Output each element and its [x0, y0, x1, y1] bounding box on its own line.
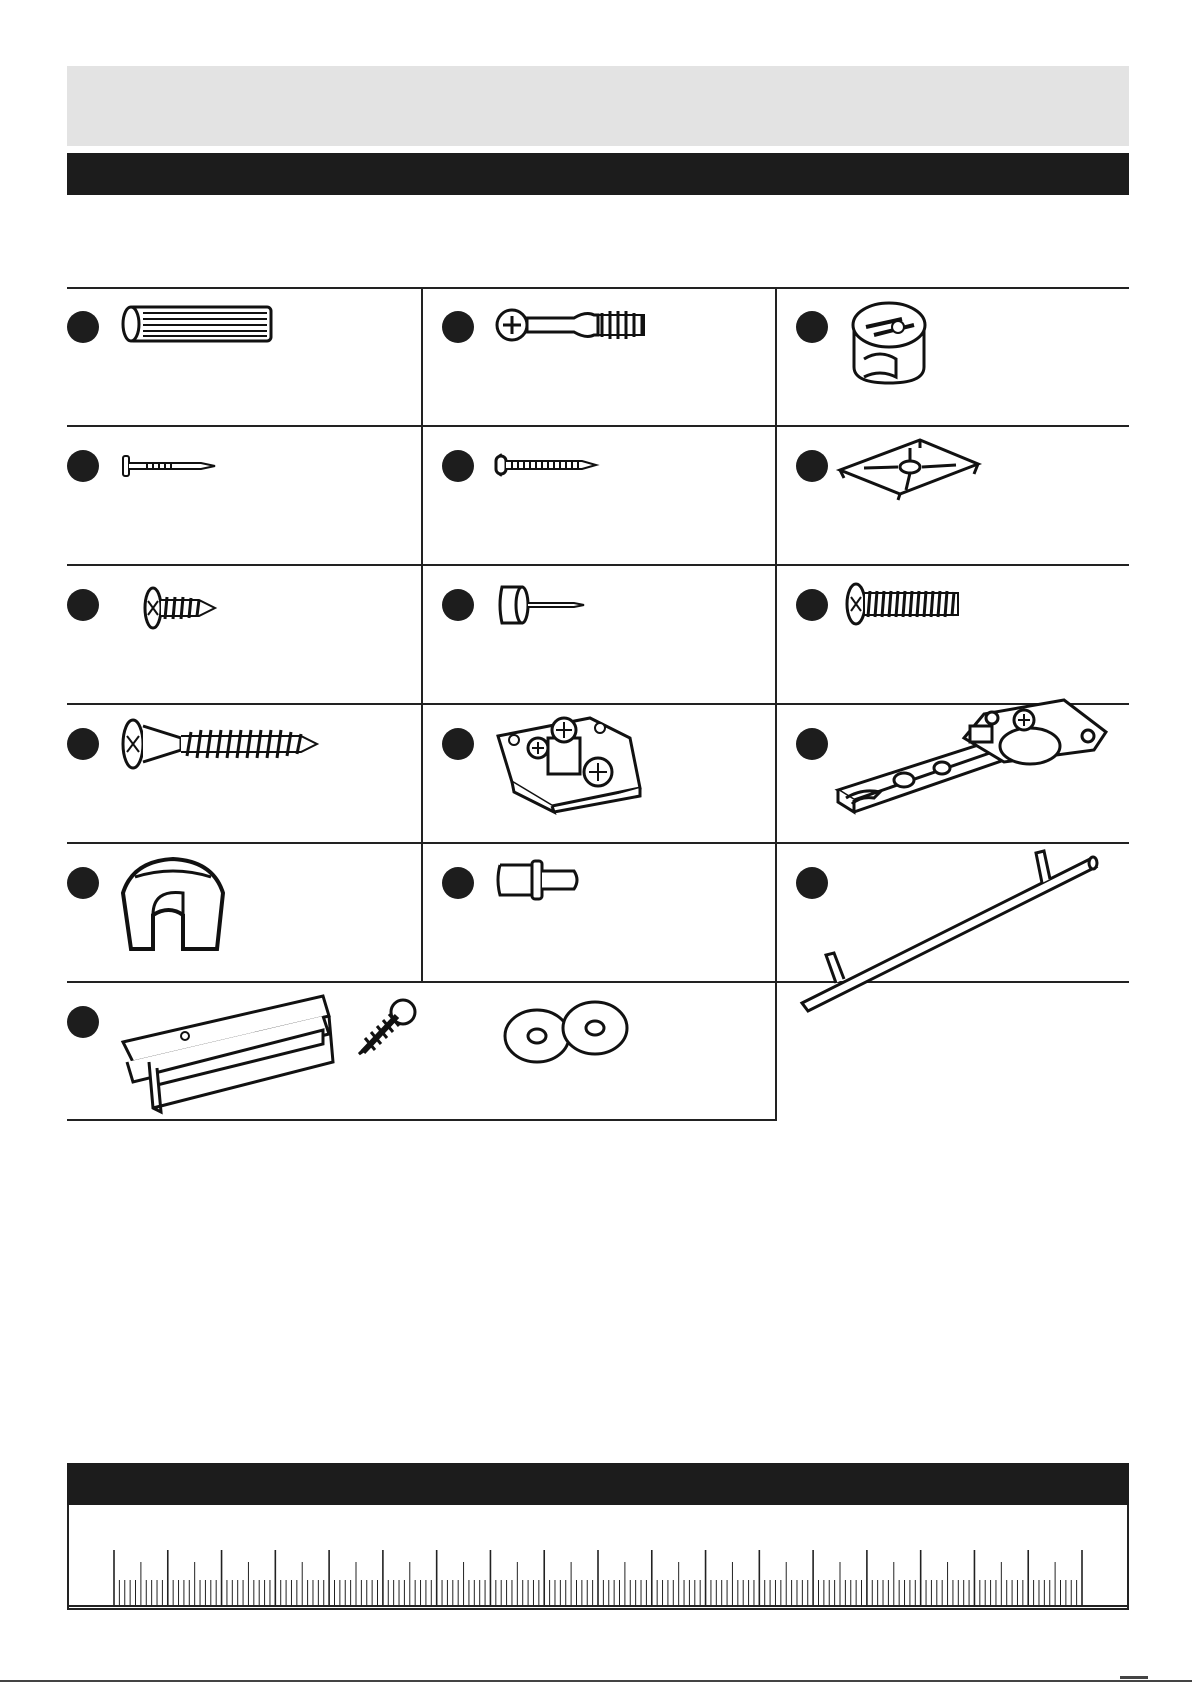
hinge-mounting-plate-icon	[490, 708, 660, 812]
hardware-item-nail	[67, 426, 421, 564]
felt-pad-icon	[494, 581, 594, 629]
item-badge	[67, 1006, 99, 1038]
hardware-item-cam-bolt	[442, 287, 775, 425]
item-badge	[796, 589, 828, 621]
hardware-item-short-screw	[67, 565, 421, 703]
grid-rule	[421, 287, 423, 981]
hinge-icon	[834, 692, 1124, 828]
item-badge	[67, 867, 99, 899]
header-banner	[67, 66, 1129, 146]
item-badge	[796, 311, 828, 343]
hardware-item-cam-lock	[796, 287, 1129, 425]
item-badge	[442, 450, 474, 482]
bar-handle-icon	[796, 843, 1129, 1011]
hardware-grid	[67, 287, 1129, 1123]
measuring-ruler-icon	[69, 1505, 1127, 1608]
item-badge	[442, 867, 474, 899]
hardware-item-shelf-pin	[442, 843, 775, 981]
shelf-pin-icon	[494, 857, 584, 901]
item-badge	[442, 589, 474, 621]
hardware-item-dowel	[67, 287, 421, 425]
item-badge	[67, 589, 99, 621]
section-title-bar	[67, 153, 1129, 195]
hardware-item-machine-bolt	[796, 565, 1129, 703]
item-badge	[442, 311, 474, 343]
hardware-item-handle	[796, 843, 1129, 981]
hardware-item-rail-holder	[67, 843, 421, 981]
nail-icon	[121, 454, 221, 478]
item-badge	[796, 450, 828, 482]
clothes-rail-holder-icon	[113, 853, 233, 963]
item-badge	[67, 450, 99, 482]
item-badge	[67, 311, 99, 343]
long-screw-icon	[492, 450, 602, 480]
hardware-item-felt-pad	[442, 565, 775, 703]
wooden-dowel-icon	[121, 303, 281, 347]
hardware-item-hinge-plate	[442, 704, 775, 842]
hardware-item-hinge	[796, 704, 1129, 842]
short-screw-icon	[143, 583, 223, 633]
hardware-item-long-screw	[442, 426, 775, 564]
corner-plate-icon	[834, 434, 984, 504]
hardware-item-anti-tip-kit	[67, 982, 775, 1120]
hardware-item-corner-plate	[796, 426, 1129, 564]
wood-screw-icon	[121, 716, 321, 772]
item-badge	[442, 728, 474, 760]
anti-tip-kit-icon	[123, 986, 643, 1116]
grid-rule	[775, 287, 777, 1121]
footer-mark	[1120, 1676, 1148, 1679]
footer-rule	[0, 1680, 1192, 1682]
cam-lock-icon	[844, 297, 934, 387]
ruler-title-bar	[67, 1463, 1129, 1505]
ruler-panel	[67, 1505, 1129, 1610]
hardware-item-wood-screw	[67, 704, 421, 842]
machine-bolt-icon	[844, 579, 964, 629]
item-badge	[796, 728, 828, 760]
item-badge	[67, 728, 99, 760]
cam-bolt-icon	[494, 301, 664, 349]
